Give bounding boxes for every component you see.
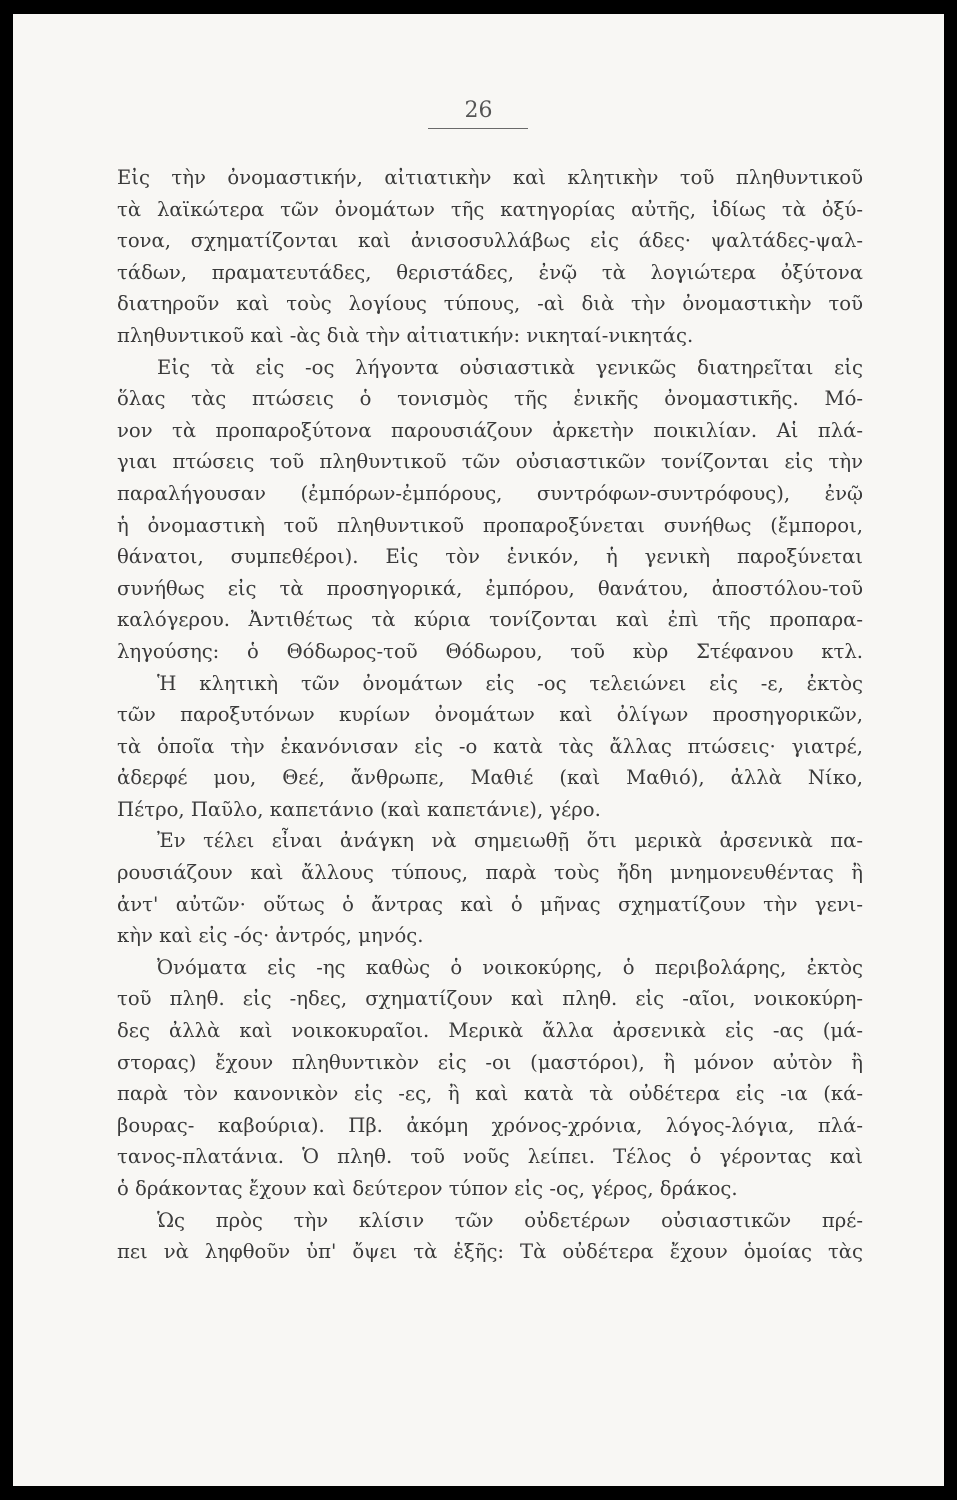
text-line: Εἰς τὰ εἰς -ος λήγοντα οὐσιαστικὰ γενικῶς διατηρεῖται εἰς bbox=[157, 355, 863, 379]
text-line: ὅλας τὰς πτώσεις ὁ τονισμὸς τῆς ἑνικῆς ὀνομαστικῆς. Μό- bbox=[117, 387, 863, 411]
text-line: τὰ ὁποῖα τὴν ἐκανόνισαν εἰς -ο κατὰ τὰς ἄλλας πτώσεις· γιατρέ, bbox=[117, 734, 863, 758]
text-line: κὴν καὶ εἰς -ός· ἀντρός, μηνός. bbox=[117, 924, 424, 948]
text-line: ἡ ὀνομαστικὴ τοῦ πληθυντικοῦ προπαροξύνεται συνήθως (ἔμποροι, bbox=[117, 513, 863, 537]
text-line: Εἰς τὴν ὀνομαστικήν, αἰτιατικὴν καὶ κλητικὴν τοῦ πληθυντικοῦ bbox=[117, 166, 863, 189]
text-line: παραλήγουσαν (ἐμπόρων-ἐμπόρους, συντρόφων-συντρόφους), ἐνῷ bbox=[117, 481, 863, 505]
text-line: Ὡς πρὸς τὴν κλίσιν τῶν οὐδετέρων οὐσιαστικῶν πρέ- bbox=[157, 1208, 863, 1232]
text-line: ἀντ' αὐτῶν· οὕτως ὁ ἄντρας καὶ ὁ μῆνας σχηματίζουν τὴν γενι- bbox=[117, 892, 863, 916]
text-line: ὁ δράκοντας ἔχουν καὶ δεύτερον τύπον εἰς -ος, γέρος, δράκος. bbox=[117, 1177, 738, 1200]
text-line: παρὰ τὸν κανονικὸν εἰς -ες, ἢ καὶ κατὰ τὰ οὐδέτερα εἰς -ια (κά- bbox=[117, 1082, 863, 1106]
text-line: τοῦ πληθ. εἰς -ηδες, σχηματίζουν καὶ πληθ. εἰς -αῖοι, νοικοκύρη- bbox=[117, 987, 863, 1011]
book-page bbox=[13, 14, 944, 1486]
text-line: δες ἀλλὰ καὶ νοικοκυραῖοι. Μερικὰ ἄλλα ἀρσενικὰ εἰς -ας (μά- bbox=[117, 1019, 863, 1043]
text-line: βουρας- καβούρια). Πβ. ἀκόμη χρόνος-χρόνια, λόγος-λόγια, πλά- bbox=[117, 1113, 863, 1137]
text-line: διατηροῦν καὶ τοὺς λογίους τύπους, -αὶ διὰ τὴν ὀνομαστικὴν τοῦ bbox=[117, 292, 863, 316]
text-line: καλόγερου. Ἀντιθέτως τὰ κύρια τονίζονται καὶ ἐπὶ τῆς προπαρα- bbox=[117, 608, 863, 632]
text-line: συνήθως εἰς τὰ προσηγορικά, ἐμπόρου, θανάτου, ἀποστόλου-τοῦ bbox=[117, 576, 863, 600]
text-line: Ὀνόματα εἰς -ης καθὼς ὁ νοικοκύρης, ὁ περιβολάρης, ἐκτὸς bbox=[157, 955, 863, 979]
text-line: γιαι πτώσεις τοῦ πληθυντικοῦ τῶν οὐσιαστικῶν τονίζονται εἰς τὴν bbox=[117, 450, 863, 474]
text-line: τανος-πλατάνια. Ὁ πληθ. τοῦ νοῦς λείπει. Τέλος ὁ γέροντας καὶ bbox=[117, 1145, 863, 1169]
text-line: πληθυντικοῦ καὶ -ὰς διὰ τὴν αἰτιατικήν: νικηταί-νικητάς. bbox=[117, 323, 694, 347]
text-line: τῶν παροξυτόνων κυρίων ὀνομάτων καὶ ὀλίγων προσηγορικῶν, bbox=[117, 703, 863, 727]
text-line: Ἐν τέλει εἶναι ἀνάγκη νὰ σημειωθῇ ὅτι μερικὰ ἀρσενικὰ πα- bbox=[157, 829, 863, 853]
text-line: ληγούσης: ὁ Θόδωρος-τοῦ Θόδωρου, τοῦ κὺρ Στέφανου κτλ. bbox=[117, 639, 863, 663]
text-line: Ἡ κλητικὴ τῶν ὀνομάτων εἰς -ος τελειώνει εἰς -ε, ἐκτὸς bbox=[157, 671, 863, 695]
text-line: τονα, σχηματίζονται καὶ ἀνισοσυλλάβως εἰς άδες· ψαλτάδες-ψαλ- bbox=[117, 229, 863, 253]
text-line: τάδων, πραματευτάδες, θεριστάδες, ἐνῷ τὰ λογιώτερα ὀξύτονα bbox=[117, 260, 863, 284]
page-number: 26 bbox=[464, 98, 493, 123]
text-line: ρουσιάζουν καὶ ἄλλους τύπους, παρὰ τοὺς ἤδη μνημονευθέντας ἢ bbox=[117, 861, 863, 885]
page-number-rule bbox=[428, 128, 528, 129]
text-line: ἀδερφέ μου, Θεέ, ἄνθρωπε, Μαθιέ (καὶ Μαθιό), ἀλλὰ Νίκο, bbox=[117, 766, 863, 790]
text-line: τὰ λαϊκώτερα τῶν ὀνομάτων τῆς κατηγορίας αὐτῆς, ἰδίως τὰ ὀξύ- bbox=[117, 197, 863, 221]
text-line: πει νὰ ληφθοῦν ὑπ' ὄψει τὰ ἑξῆς: Τὰ οὐδέτερα ἔχουν ὁμοίας τὰς bbox=[117, 1240, 863, 1264]
text-line: Πέτρο, Παῦλο, καπετάνιο (καὶ καπετάνιε), γέρο. bbox=[117, 797, 601, 821]
text-line: θάνατοι, συμπεθέροι). Εἰς τὸν ἑνικόν, ἡ γενικὴ παροξύνεται bbox=[117, 545, 863, 569]
body-text bbox=[117, 162, 863, 1268]
text-line: στορας) ἔχουν πληθυντικὸν εἰς -οι (μαστόροι), ἢ μόνον αὐτὸν ἢ bbox=[117, 1050, 863, 1074]
text-line: νον τὰ προπαροξύτονα παρουσιάζουν ἀρκετὴν ποικιλίαν. Αἱ πλά- bbox=[117, 418, 863, 442]
